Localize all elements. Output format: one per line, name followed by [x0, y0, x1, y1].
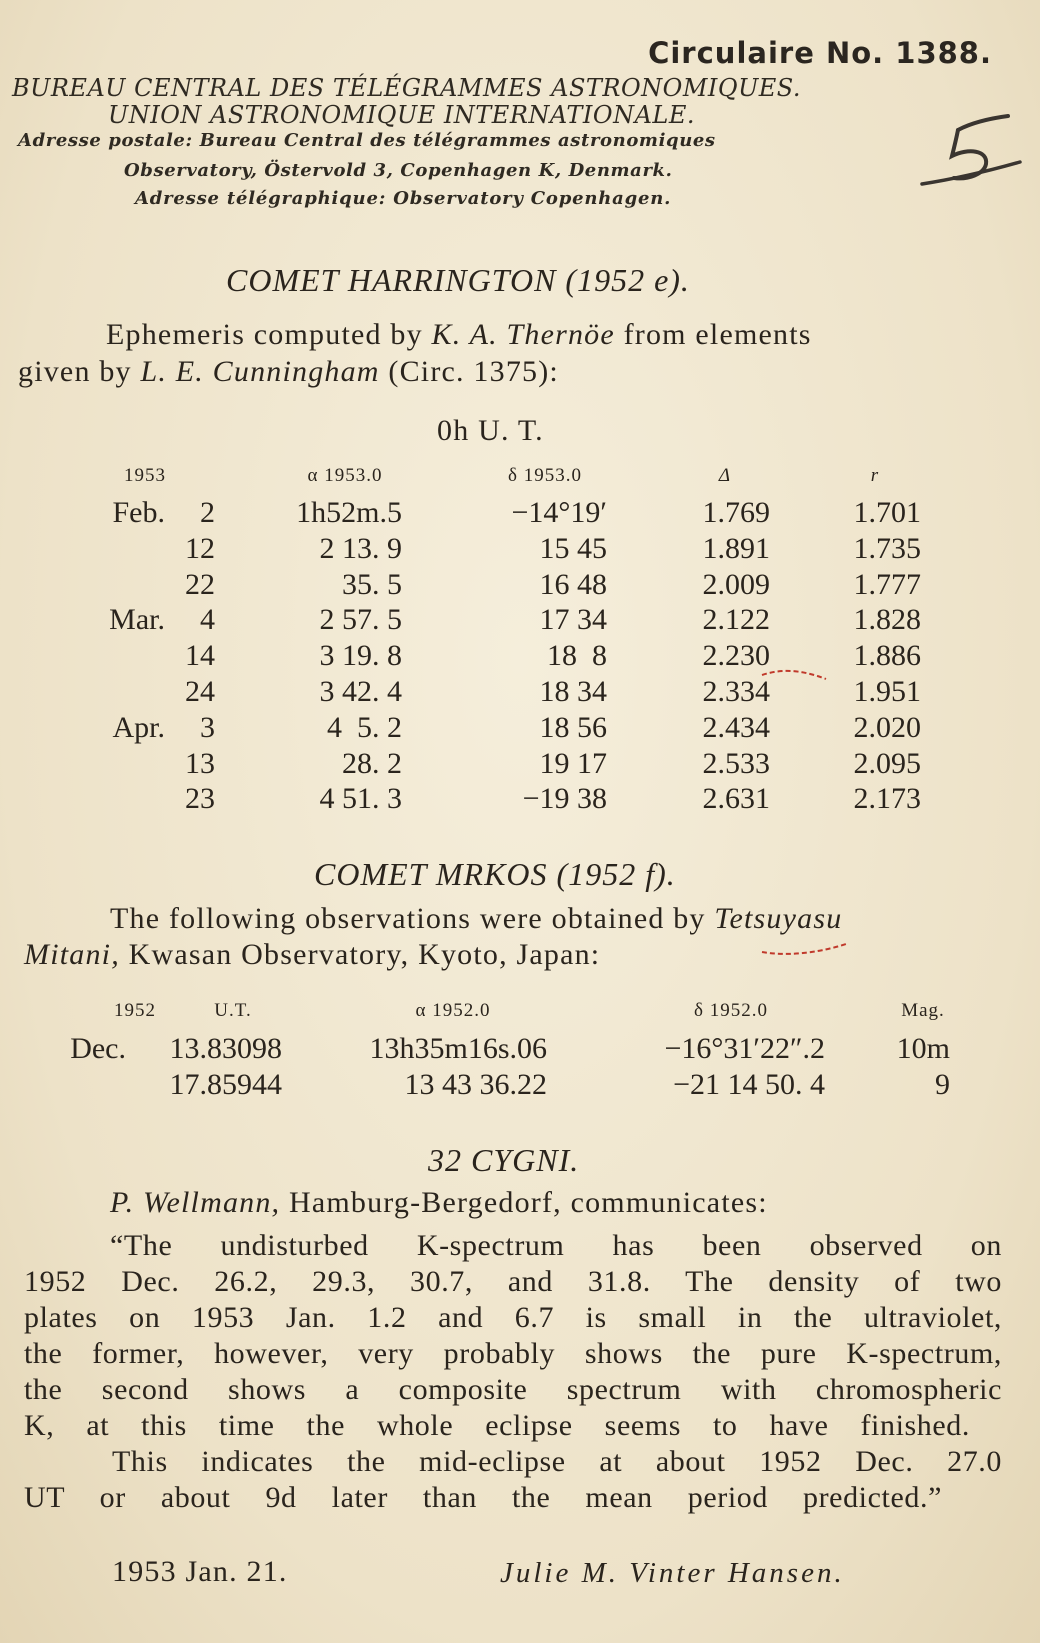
- signature: Julie M. Vinter Hansen.: [500, 1557, 845, 1589]
- observations-column-header: α 1952.0: [415, 1000, 491, 1021]
- postal-address: Adresse postale: Bureau Central des télégrammes astronomiques: [18, 130, 716, 151]
- observation-cell-ut: 17.85944: [169, 1068, 282, 1101]
- ephemeris-cell-ra: 2 57. 5: [319, 603, 402, 637]
- ephemeris-cell-dec: 18 8: [547, 639, 607, 673]
- intro-text: given by: [18, 355, 141, 388]
- ephemeris-column-header: 1953: [124, 465, 166, 486]
- observations-column-header: U.T.: [214, 1000, 252, 1021]
- ephemeris-cell-ra: 3 42. 4: [319, 675, 402, 708]
- ephemeris-cell-r: 1.886: [853, 639, 921, 673]
- red-pencil-mark: [760, 665, 830, 685]
- cygni-text-line: UT or about 9d later than the mean period predicted.”: [24, 1481, 942, 1514]
- ephemeris-cell-r: 1.701: [853, 496, 921, 529]
- observer-name: Mitani,: [24, 938, 120, 971]
- ephemeris-cell-dec: −19 38: [522, 782, 607, 816]
- ephemeris-cell-month: Apr.: [112, 710, 165, 744]
- union-name: UNION ASTRONOMIQUE INTERNATIONALE.: [108, 101, 695, 129]
- ephemeris-cell-ra: 28. 2: [342, 746, 402, 780]
- ephemeris-cell-dec: 18 56: [539, 710, 607, 744]
- intro-text: The following observations were obtained by: [110, 902, 715, 935]
- elements-author: L. E. Cunningham: [140, 355, 380, 388]
- ephemeris-column-header: r: [870, 465, 880, 486]
- ephemeris-cell-delta: 2.230: [702, 639, 770, 673]
- observation-cell-dec: −16°31′22″.2: [664, 1032, 825, 1065]
- mrkos-intro-line2: [24, 938, 600, 972]
- ephemeris-cell-day: 2: [200, 496, 215, 529]
- telegraph-address: Adresse télégraphique: Observatory Copenhagen.: [135, 188, 672, 209]
- cygni-text-line: plates on 1953 Jan. 1.2 and 6.7 is small in the ultraviolet,: [24, 1301, 1002, 1334]
- ephemeris-cell-delta: 1.891: [702, 531, 770, 565]
- ephemeris-cell-ra: 4 51. 3: [319, 782, 402, 816]
- time-label: 0h U. T.: [437, 414, 544, 447]
- observation-cell-month: Dec.: [70, 1032, 126, 1065]
- cygni-text-line: “The undisturbed K-spectrum has been observed on: [110, 1229, 1002, 1262]
- ephemeris-cell-r: 1.735: [853, 531, 921, 565]
- handwritten-number-mark: [918, 108, 1028, 198]
- observation-cell-ra: 13h35m16s.06: [369, 1032, 547, 1065]
- observation-cell-dec: −21 14 50. 4: [673, 1068, 825, 1101]
- ephemeris-cell-ra: 4 5. 2: [327, 710, 402, 744]
- observations-column-header: 1952: [114, 1000, 156, 1021]
- ephemeris-cell-day: 22: [185, 567, 215, 601]
- author-location: Hamburg-Bergedorf, communicates:: [280, 1186, 768, 1219]
- cygni-title: 32 CYGNI.: [428, 1142, 580, 1178]
- observation-cell-ra: 13 43 36.22: [404, 1068, 547, 1101]
- intro-text: (Circ. 1375):: [379, 355, 559, 388]
- harrington-intro-line1: [106, 318, 812, 352]
- ephemeris-cell-r: 1.777: [853, 567, 921, 601]
- red-pencil-mark: [760, 940, 850, 960]
- circular-date: 1953 Jan. 21.: [112, 1555, 288, 1588]
- mrkos-intro-line1: [110, 902, 842, 936]
- circular-number: Circulaire No. 1388.: [648, 36, 992, 70]
- ephemeris-cell-day: 13: [185, 746, 215, 780]
- ephemeris-column-header: Δ: [718, 465, 732, 486]
- cygni-text-line: This indicates the mid-eclipse at about 1952 Dec. 27.0: [112, 1445, 1002, 1478]
- ephemeris-cell-r: 2.095: [853, 746, 921, 780]
- ephemeris-column-header: δ 1953.0: [508, 465, 582, 486]
- ephemeris-cell-r: 2.173: [853, 782, 921, 816]
- observations-column-header: Mag.: [901, 1000, 945, 1021]
- ephemeris-cell-ra: 35. 5: [342, 567, 402, 601]
- ephemeris-cell-day: 23: [185, 782, 215, 816]
- ephemeris-cell-day: 14: [185, 639, 215, 673]
- ephemeris-cell-day: 24: [185, 675, 215, 708]
- observations-column-header: δ 1952.0: [694, 1000, 768, 1021]
- ephemeris-cell-r: 1.951: [853, 675, 921, 708]
- ephemeris-cell-delta: 2.631: [702, 782, 770, 816]
- ephemeris-cell-r: 2.020: [853, 710, 921, 744]
- intro-text: Ephemeris computed by: [106, 318, 432, 351]
- ephemeris-cell-delta: 2.009: [702, 567, 770, 601]
- harrington-title: COMET HARRINGTON (1952 e).: [226, 262, 690, 298]
- cygni-text-line: the second shows a composite spectrum with chromospheric: [24, 1373, 1002, 1406]
- observatory-address: Observatory, Östervold 3, Copenhagen K, Denmark.: [124, 160, 673, 181]
- intro-text: from elements: [614, 318, 812, 351]
- ephemeris-cell-ra: 3 19. 8: [319, 639, 402, 673]
- author-name: P. Wellmann,: [110, 1186, 281, 1219]
- ephemeris-cell-delta: 2.334: [702, 675, 770, 708]
- cygni-text-line: 1952 Dec. 26.2, 29.3, 30.7, and 31.8. The density of two: [24, 1265, 1002, 1298]
- ephemeris-cell-dec: 19 17: [539, 746, 607, 780]
- computer-name: K. A. Thernöe: [431, 318, 615, 351]
- ephemeris-column-header: α 1953.0: [307, 465, 383, 486]
- ephemeris-cell-r: 1.828: [853, 603, 921, 637]
- ephemeris-cell-ra: 1h52m.5: [296, 496, 402, 529]
- cygni-text-line: the former, however, very probably shows the pure K-spectrum,: [24, 1337, 1002, 1370]
- cygni-text-line: K, at this time the whole eclipse seems to have finished.: [24, 1409, 970, 1442]
- observer-name: Tetsuyasu: [714, 902, 843, 935]
- ephemeris-cell-dec: 18 34: [539, 675, 607, 708]
- observation-cell-mag: 10m: [896, 1032, 950, 1065]
- cygni-author-line: [110, 1186, 768, 1220]
- ephemeris-cell-ra: 2 13. 9: [319, 531, 402, 565]
- intro-text: Kwasan Observatory, Kyoto, Japan:: [119, 938, 601, 971]
- ephemeris-cell-delta: 1.769: [702, 496, 770, 529]
- ephemeris-cell-day: 4: [200, 603, 215, 637]
- ephemeris-cell-day: 3: [200, 710, 215, 744]
- ephemeris-cell-delta: 2.122: [702, 603, 770, 637]
- ephemeris-cell-dec: 17 34: [539, 603, 607, 637]
- handwritten-mark-text: 5: [918, 108, 919, 109]
- ephemeris-cell-delta: 2.434: [702, 710, 770, 744]
- ephemeris-cell-month: Mar.: [109, 603, 165, 637]
- ephemeris-cell-day: 12: [185, 531, 215, 565]
- bureau-name: BUREAU CENTRAL DES TÉLÉGRAMMES ASTRONOMIQUES.: [12, 74, 802, 102]
- observation-cell-ut: 13.83098: [169, 1032, 282, 1065]
- ephemeris-cell-delta: 2.533: [702, 746, 770, 780]
- ephemeris-cell-month: Feb.: [112, 496, 165, 529]
- mrkos-title: COMET MRKOS (1952 f).: [314, 856, 676, 892]
- ephemeris-cell-dec: 15 45: [539, 531, 607, 565]
- observation-cell-mag: 9: [935, 1068, 950, 1101]
- ephemeris-cell-dec: −14°19′: [511, 496, 607, 529]
- harrington-intro-line2: [18, 355, 559, 389]
- ephemeris-cell-dec: 16 48: [539, 567, 607, 601]
